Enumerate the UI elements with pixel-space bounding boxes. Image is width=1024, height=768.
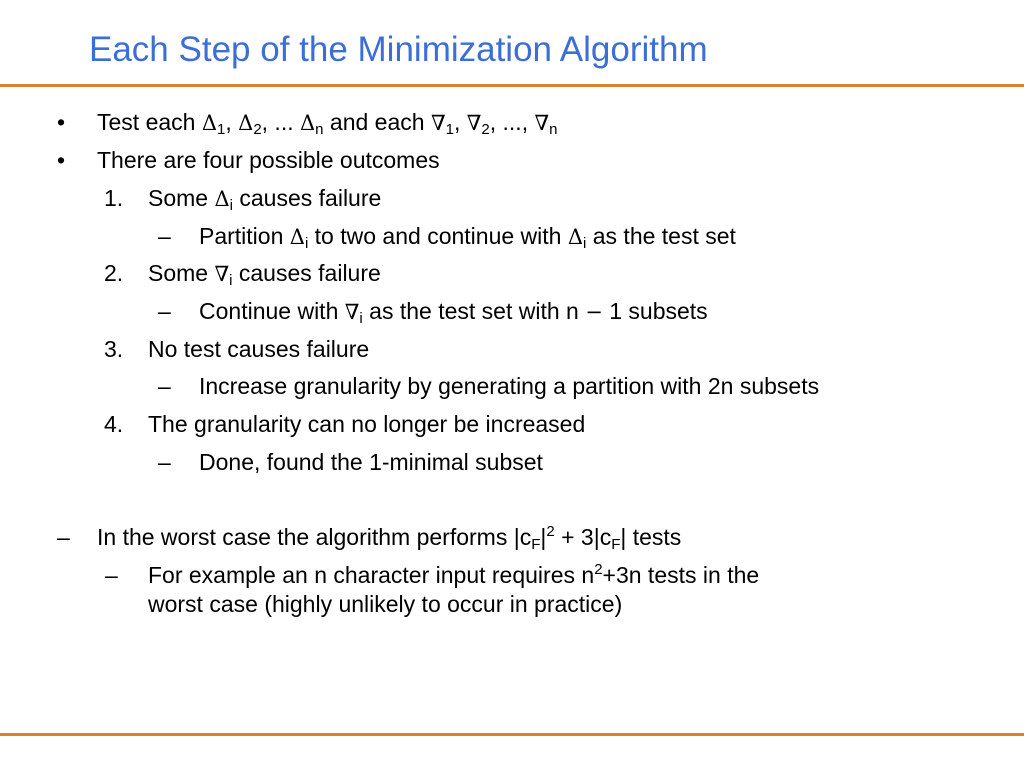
bullet-marker: •: [57, 109, 66, 135]
dash-marker: –: [158, 223, 171, 249]
bullet-four-outcomes: There are four possible outcomes: [97, 147, 440, 173]
worst-case-line: In the worst case the algorithm performs $|c_F|^2 + 3|c_F|$ tests: [97, 523, 682, 553]
dash-marker: –: [158, 449, 171, 475]
outcome-4-detail: Done, found the 1-minimal subset: [199, 449, 543, 475]
slide-title: Each Step of the Minimization Algorithm: [89, 30, 708, 69]
dash-marker: –: [158, 298, 171, 324]
outcome-1: Some $\Delta_i$ causes failure: [148, 185, 382, 214]
title-divider: [0, 84, 1024, 87]
outcome-4: The granularity can no longer be increased: [148, 411, 586, 437]
outcome-number: 2.: [104, 260, 124, 286]
outcome-number: 4.: [104, 411, 124, 437]
outcome-2: Some $\nabla_i$ causes failure: [148, 260, 381, 289]
outcome-number: 1.: [104, 185, 124, 211]
outcome-2-detail: Continue with $\nabla_i$ as the test set with n − 1 subsets: [199, 298, 708, 327]
bullet-marker: •: [57, 147, 66, 173]
outcome-number: 3.: [104, 336, 124, 362]
outcome-1-detail: Partition $\Delta_i$ to two and continue with $\Delta_i$ as the test set: [199, 223, 736, 252]
example-line: For example an n character input requires $n^2+3n$ tests in the: [148, 561, 760, 588]
dash-marker: –: [105, 562, 118, 588]
footer-divider: [0, 733, 1024, 736]
example-line-continuation: worst case (highly unlikely to occur in practice): [148, 591, 623, 617]
outcome-3-detail: Increase granularity by generating a partition with 2n subsets: [199, 373, 820, 399]
dash-marker: –: [158, 373, 171, 399]
dash-marker: –: [57, 524, 70, 550]
outcome-3: No test causes failure: [148, 336, 370, 362]
bullet-test-each: Test each $\Delta_1$, $\Delta_2$, ... $\Delta_n$ and each $\nabla_1$, $\nabla_2$, ..., $\nabla_n$: [97, 109, 558, 138]
